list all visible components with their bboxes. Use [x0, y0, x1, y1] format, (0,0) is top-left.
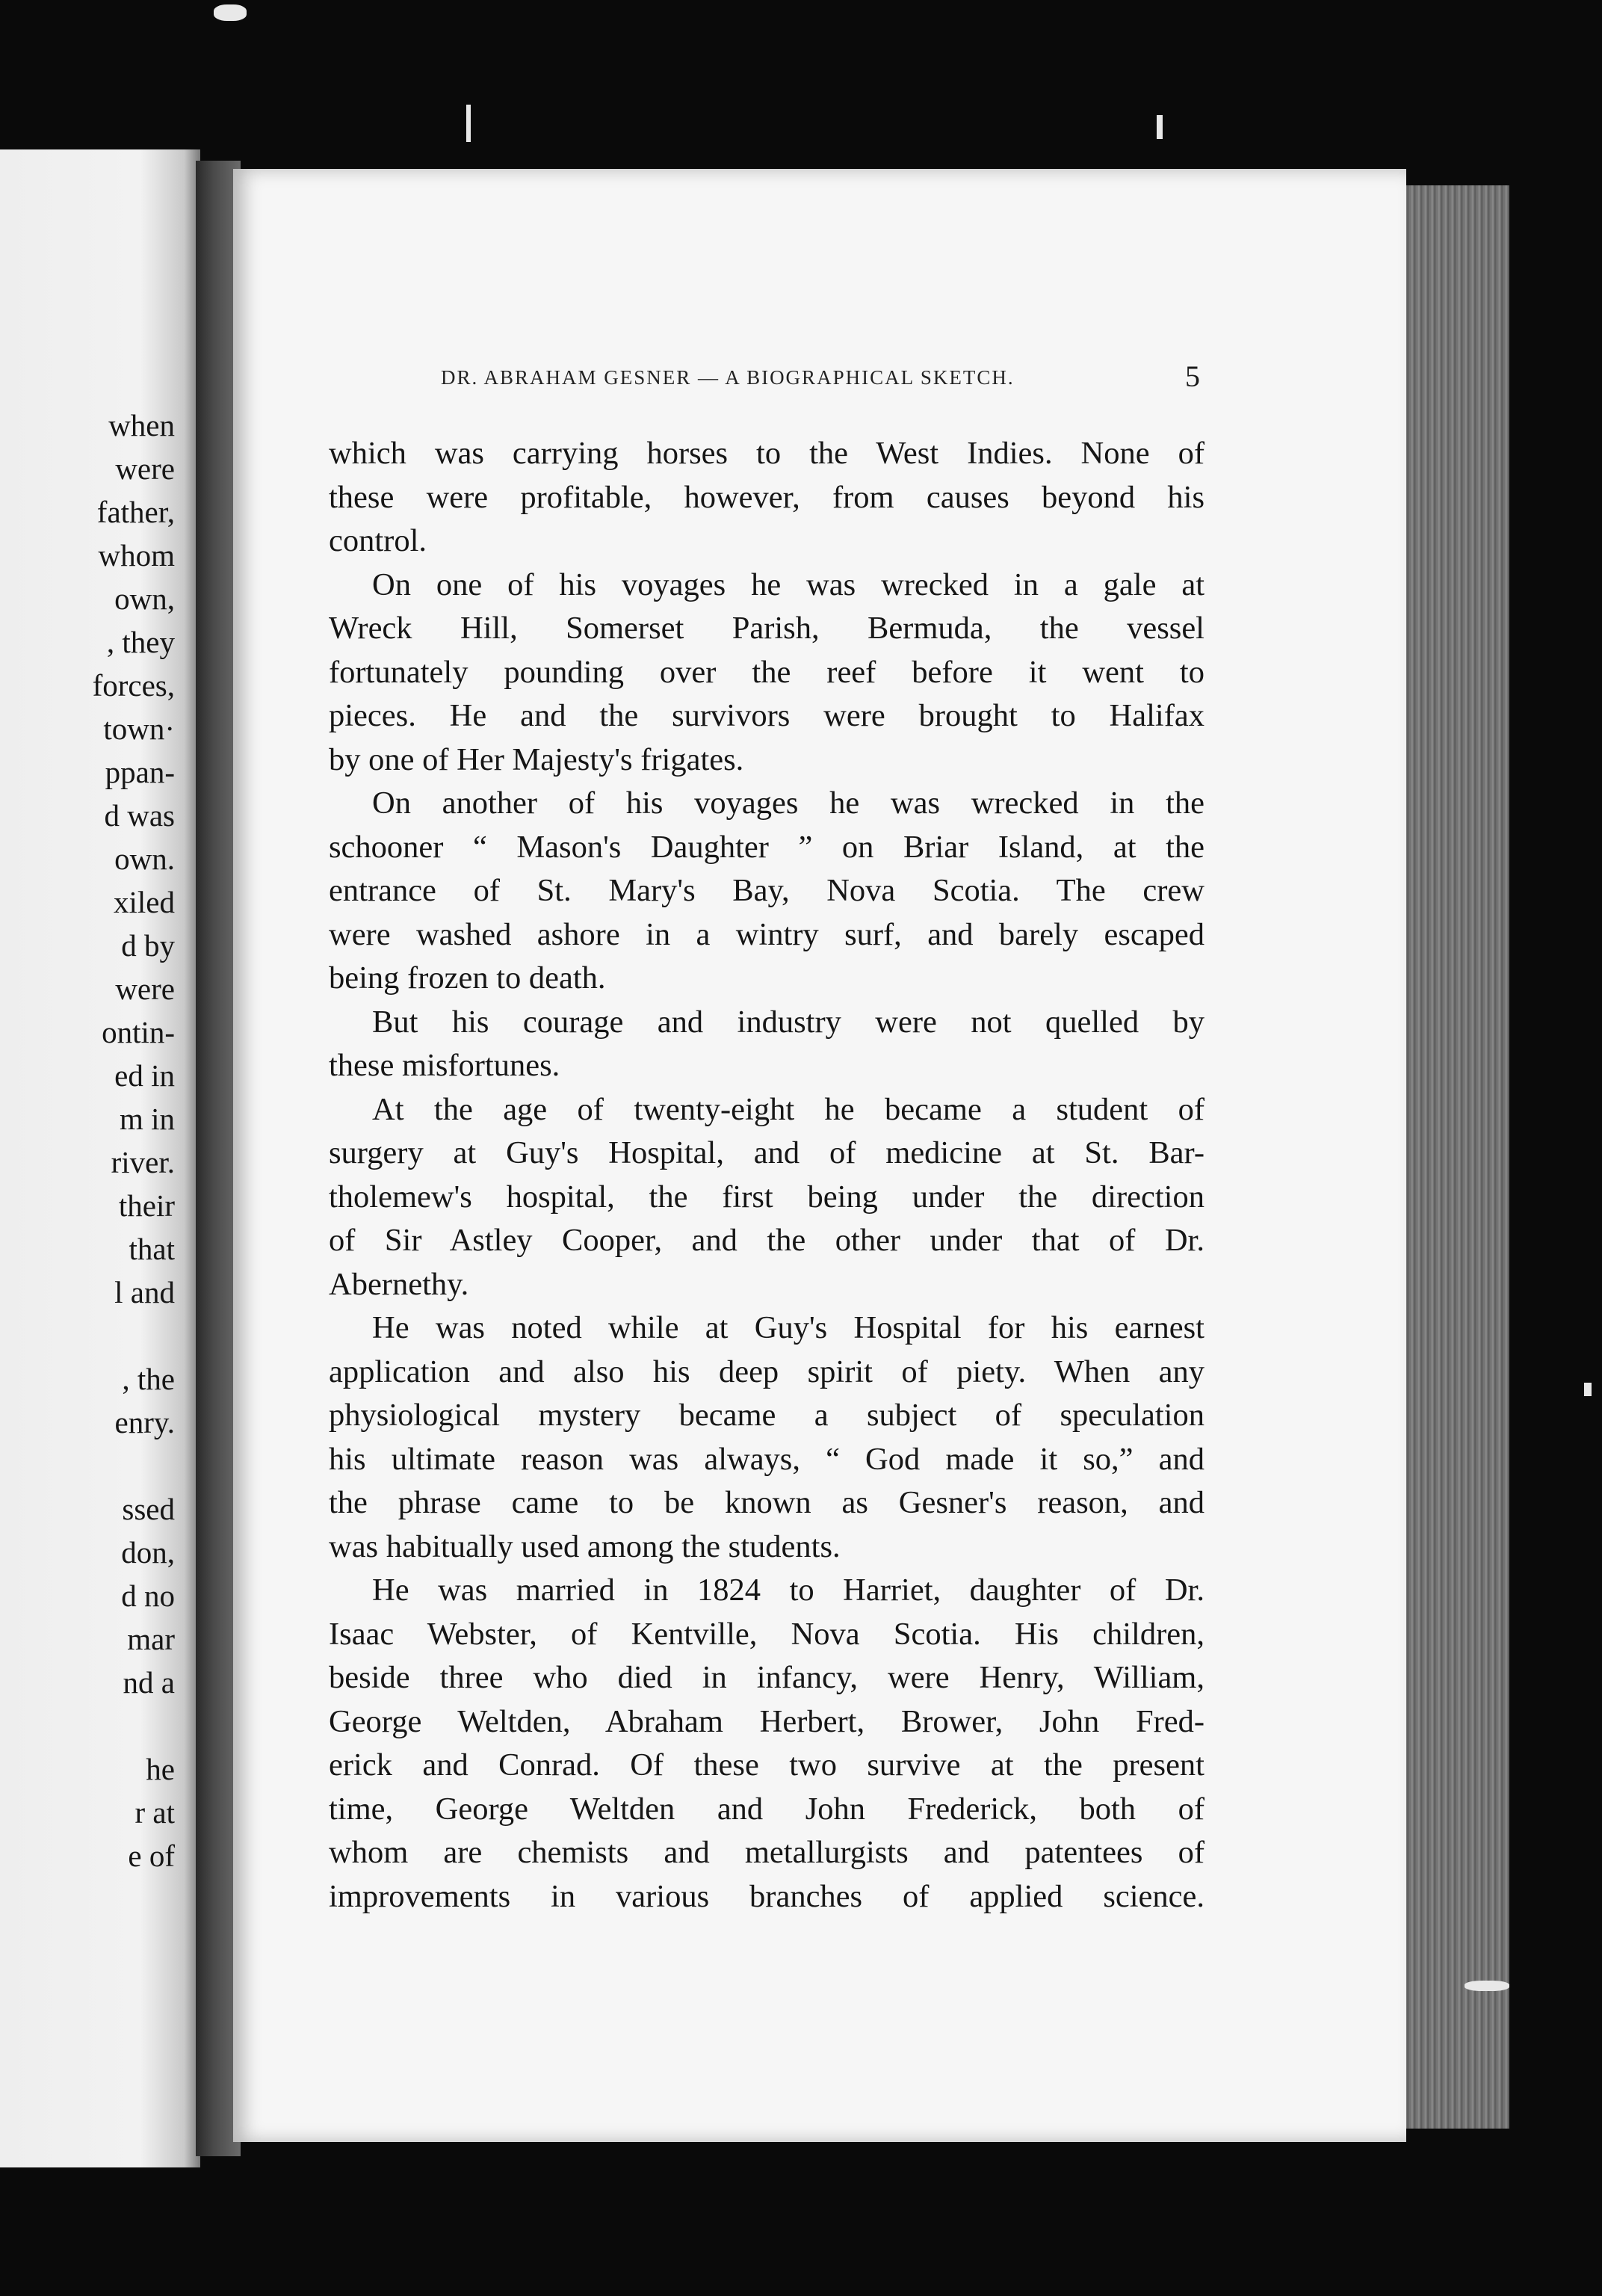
facing-page-fragment: mar	[127, 1622, 175, 1656]
text-line: which was carrying horses to the West Indies. None of	[329, 436, 1204, 471]
text-line: these were profitable, however, from causes beyond his	[329, 479, 1204, 515]
facing-page-fragment: forces,	[92, 668, 175, 703]
facing-page-fragment: their	[118, 1188, 175, 1223]
text-line: entrance of St. Mary's Bay, Nova Scotia. The crew	[329, 873, 1204, 908]
facing-page-fragment: d was	[104, 798, 175, 833]
text-line: On one of his voyages he was wrecked in a gale at	[372, 567, 1204, 602]
facing-page-fragment: that	[129, 1232, 175, 1266]
text-line: of Sir Astley Cooper, and the other under that of Dr.	[329, 1223, 1204, 1258]
facing-page-fragment: ppan-	[105, 755, 175, 789]
facing-page-fragment: , they	[106, 625, 175, 659]
body-text	[329, 432, 1204, 1919]
dust-speck	[466, 105, 471, 142]
text-line: Wreck Hill, Somerset Parish, Bermuda, the vessel	[329, 611, 1204, 646]
facing-page-fragment	[93, 1444, 175, 1487]
facing-page-fragment: own.	[114, 842, 175, 876]
text-line: physiological mystery became a subject of speculation	[329, 1398, 1204, 1433]
facing-page-fragment: don,	[121, 1535, 175, 1570]
facing-page-fragment	[93, 1704, 175, 1747]
facing-page-fragment: town·	[103, 712, 175, 746]
text-line: Isaac Webster, of Kentville, Nova Scotia. His children,	[329, 1616, 1204, 1652]
text-line: George Weltden, Abraham Herbert, Brower, John Fred-	[329, 1703, 1204, 1739]
text-line: improvements in various branches of applied science.	[329, 1878, 1204, 1914]
text-line: his ultimate reason was always, “ God made it so,” and	[329, 1441, 1204, 1477]
facing-page-fragment: ed in	[114, 1058, 175, 1093]
text-line: On another of his voyages he was wrecked in the	[372, 786, 1204, 821]
facing-page-fragment: xiled	[114, 885, 175, 919]
page-edge-stack	[1403, 185, 1509, 2129]
facing-page-fragment: e of	[128, 1839, 175, 1873]
text-line: pieces. He and the survivors were brought to Halifax	[329, 698, 1204, 733]
facing-page-fragment: ontin-	[102, 1015, 175, 1049]
text-line: beside three who died in infancy, were Henry, William,	[329, 1660, 1204, 1695]
text-line: whom are chemists and metallurgists and patentees of	[329, 1835, 1204, 1870]
running-head: DR. ABRAHAM GESNER — A BIOGRAPHICAL SKETCH.	[441, 366, 1015, 389]
facing-page-fragment: r at	[134, 1795, 175, 1830]
text-line: application and also his deep spirit of piety. When any	[329, 1354, 1204, 1389]
dust-speck	[1465, 1981, 1509, 1991]
text-line: fortunately pounding over the reef before it went to	[329, 654, 1204, 690]
facing-page-fragment: enry.	[114, 1405, 175, 1439]
text-line: Abernethy.	[329, 1266, 469, 1302]
text-line: was habitually used among the students.	[329, 1528, 841, 1564]
text-line: control.	[329, 523, 427, 558]
text-line: erick and Conrad. Of these two survive at the present	[329, 1747, 1204, 1783]
facing-page-fragment: own,	[114, 581, 175, 616]
text-line: time, George Weltden and John Frederick, both of	[329, 1791, 1204, 1827]
text-line: surgery at Guy's Hospital, and of medicine at St. Bar-	[329, 1135, 1204, 1170]
text-line: But his courage and industry were not quelled by	[372, 1004, 1204, 1040]
dust-speck	[214, 4, 247, 21]
facing-page-fragment: d no	[121, 1578, 175, 1613]
facing-page-fragment: nd a	[123, 1665, 175, 1700]
facing-page-fragment: he	[146, 1752, 175, 1786]
text-line: being frozen to death.	[329, 960, 606, 996]
facing-page-fragment: ssed	[122, 1492, 175, 1526]
dust-speck	[1157, 115, 1163, 139]
text-line: He was married in 1824 to Harriet, daughter of Dr.	[372, 1573, 1204, 1608]
facing-page-fragment: river.	[111, 1145, 175, 1179]
facing-page-fragment: l and	[114, 1275, 175, 1309]
facing-page-fragment: were	[115, 972, 175, 1006]
page-number: 5	[1185, 359, 1200, 393]
facing-page-fragment: m in	[119, 1102, 175, 1136]
facing-page-fragment	[93, 1314, 175, 1357]
text-line: At the age of twenty-eight he became a student of	[372, 1091, 1204, 1127]
text-line: the phrase came to be known as Gesner's reason, and	[329, 1485, 1204, 1520]
facing-page-left	[0, 149, 200, 2167]
text-line: these misfortunes.	[329, 1048, 560, 1083]
facing-page-fragment: were	[115, 451, 175, 486]
text-line: tholemew's hospital, the first being under the direction	[329, 1179, 1204, 1215]
facing-page-fragment: father,	[96, 495, 175, 529]
facing-page-text	[93, 404, 175, 1877]
text-line: schooner “ Mason's Daughter ” on Briar Island, at the	[329, 829, 1204, 865]
text-line: by one of Her Majesty's frigates.	[329, 741, 744, 777]
facing-page-fragment: whom	[98, 538, 175, 573]
text-line: were washed ashore in a wintry surf, and barely escaped	[329, 916, 1204, 952]
facing-page-fragment: when	[108, 408, 175, 442]
dust-speck	[1584, 1383, 1592, 1396]
facing-page-fragment: d by	[121, 928, 175, 963]
text-line: He was noted while at Guy's Hospital for his earnest	[372, 1310, 1204, 1345]
facing-page-fragment: , the	[122, 1362, 175, 1396]
